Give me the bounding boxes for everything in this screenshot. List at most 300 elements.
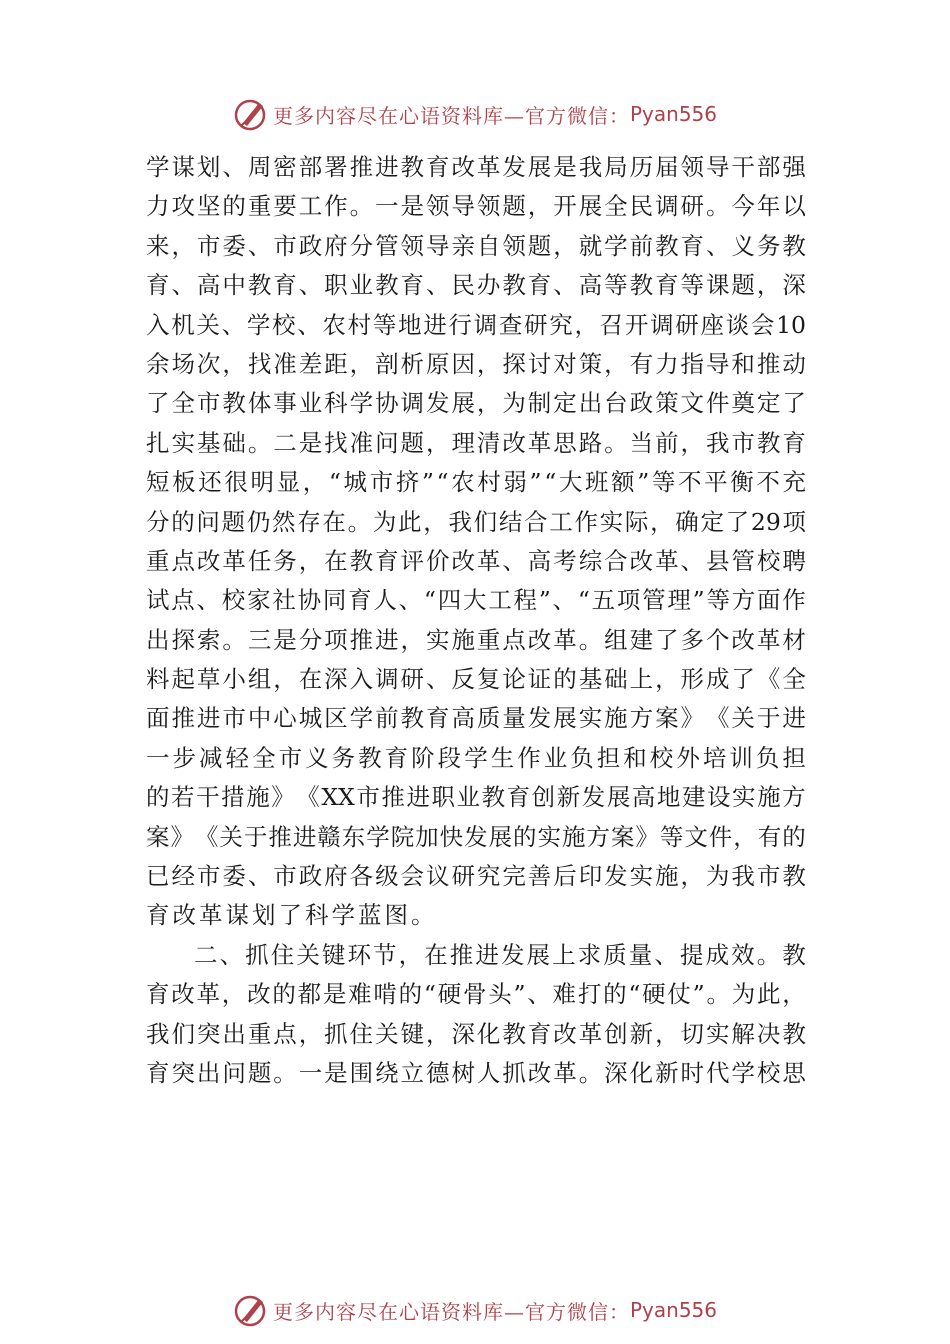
text-glyph: 发 [604,862,628,891]
text-glyph: 育 [400,271,425,300]
text-glyph: 明 [250,468,274,497]
text-glyph: 板 [172,468,196,497]
text-line [146,384,806,423]
text-glyph: 关 [219,822,243,851]
text-glyph: 进 [375,153,399,181]
text-glyph: 29 [750,507,781,536]
text-glyph: 革 [527,428,552,457]
text-glyph: XX [321,783,355,812]
text-glyph: 务 [331,743,356,772]
text-line [146,975,806,1014]
text-glyph: ， [349,349,374,378]
text-glyph: 量 [628,940,653,969]
text-glyph: ， [655,1019,679,1048]
text-glyph: 、 [219,940,244,969]
text-glyph: “ [544,468,557,497]
text-glyph: 二 [273,428,297,457]
text-glyph: 关 [296,940,320,969]
text-glyph: 育 [506,783,531,812]
text-glyph: 学 [246,310,271,339]
text-glyph: 关 [731,704,755,733]
text-glyph: 为 [502,389,526,418]
text-glyph: 教 [782,862,806,891]
text-glyph: 亲 [451,231,475,260]
text-glyph: 教 [502,1019,526,1048]
text-glyph: 突 [171,1058,195,1087]
text-glyph: 义 [305,743,329,772]
text-glyph: 德 [425,1058,450,1087]
text-glyph: 仗 [667,980,691,1009]
text-glyph: 题 [527,231,552,260]
text-glyph: 准 [349,428,374,457]
text-glyph: 推 [381,783,405,812]
text-glyph: 。 [578,1058,603,1087]
text-glyph: 经 [171,862,195,891]
text-glyph: 二 [194,940,218,969]
text-glyph: 育 [146,271,170,300]
text-glyph: 方 [629,704,654,733]
text-glyph: 、 [298,271,323,300]
text-glyph: 改 [502,428,526,457]
text-glyph: 。 [604,428,628,457]
text-glyph: 问 [196,507,220,536]
text-glyph: 。 [705,192,730,221]
text-glyph: 业 [456,783,481,812]
text-glyph: 育 [273,271,297,300]
text-glyph: 还 [198,468,222,497]
text-glyph: ， [398,940,423,969]
text-glyph: 等 [604,271,628,300]
text-glyph: 城 [343,468,368,497]
text-glyph: 革 [756,625,781,654]
text-glyph: 市 [369,468,394,497]
text-glyph: 展 [488,822,513,851]
text-glyph: 力 [146,192,170,221]
text-glyph: 究 [476,862,501,891]
text-line [146,581,806,620]
text-glyph: 导 [705,349,730,378]
text-glyph: 键 [321,940,346,969]
text-glyph: 进 [782,704,806,733]
text-glyph: 署 [324,153,348,181]
text-glyph: 方 [782,783,806,812]
text-line [146,778,806,817]
text-glyph: 育 [425,153,450,181]
text-glyph: 文 [684,822,708,851]
text-glyph: 自 [476,231,501,260]
text-glyph: 草 [196,665,221,694]
text-glyph: 务 [756,231,781,260]
text-glyph: 、 [171,271,195,300]
text-glyph: 《 [194,822,219,851]
text-glyph: 化 [476,1019,501,1048]
text-glyph: 教 [247,271,272,300]
text-glyph: 育 [655,271,679,300]
text-glyph: 实 [629,862,654,891]
text-glyph: 完 [502,862,526,891]
text-glyph: 节 [373,940,397,969]
text-glyph: 高 [527,546,552,575]
text-glyph: 发 [425,389,450,418]
text-glyph: 难 [552,980,577,1009]
text-glyph: 前 [375,704,399,733]
text-glyph: 究 [549,310,573,339]
text-glyph: 教 [375,271,399,300]
text-glyph: 调 [650,310,674,339]
text-glyph: 深 [604,1058,628,1087]
text-glyph: 方 [731,586,756,615]
text-glyph: 显 [276,468,301,497]
text-glyph: 、 [222,153,246,181]
text-glyph: 改 [553,1019,577,1048]
text-glyph: 教 [782,940,806,969]
text-glyph: 件 [705,389,730,418]
text-glyph: 形 [680,665,705,694]
text-glyph: 座 [700,310,724,339]
text-glyph: 强 [782,153,806,181]
text-line [146,503,806,542]
text-glyph: 新 [629,1019,654,1048]
text-glyph: 调 [400,389,425,418]
text-glyph: 。 [222,625,246,654]
text-glyph: 入 [349,665,374,694]
text-glyph: 职 [431,783,455,812]
text-glyph: 发 [527,704,552,733]
text-glyph: 高 [631,783,656,812]
text-glyph: 轻 [225,743,250,772]
text-glyph: ， [298,1019,323,1048]
text-glyph: 施 [757,783,781,812]
text-glyph: 切 [680,1019,705,1048]
text-glyph: 重 [247,192,272,221]
text-glyph: 人 [476,1058,501,1087]
text-line [146,148,806,187]
text-glyph: ” [421,468,434,497]
text-glyph: 、 [398,586,423,615]
text-glyph: 分 [298,625,323,654]
text-glyph: 等 [659,822,684,851]
text-glyph: 点 [171,546,195,575]
text-glyph: 入 [146,310,170,339]
text-line [146,1054,806,1093]
text-glyph: 不 [677,468,702,497]
text-glyph: 定 [756,389,781,418]
text-glyph: 差 [298,349,323,378]
pen-logo-icon [233,96,269,132]
text-glyph: 量 [502,704,526,733]
text-glyph: 改 [451,153,475,181]
text-glyph: 的 [171,507,195,536]
text-glyph: ” [538,586,551,615]
text-glyph: 工 [549,507,573,536]
text-glyph: 是 [322,980,347,1009]
text-glyph: 啃 [373,980,397,1009]
text-glyph: 问 [222,1058,246,1087]
text-glyph: 础 [222,428,246,457]
text-glyph: 、 [527,980,551,1009]
text-glyph: 调 [655,192,679,221]
text-glyph: 找 [247,349,272,378]
text-glyph: 管 [642,586,666,615]
text-glyph: 学 [349,389,374,418]
text-line [146,857,806,896]
text-glyph: 硬 [642,980,666,1009]
text-glyph: ， [604,349,628,378]
text-glyph: 决 [756,1019,781,1048]
text-glyph: 策 [655,389,679,418]
text-glyph: 》 [170,822,194,851]
text-glyph: 改 [629,546,654,575]
pen-logo-icon [233,1292,269,1328]
text-glyph: 教 [400,704,425,733]
text-glyph: 关 [196,310,220,339]
text-glyph: 硬 [437,980,462,1009]
text-glyph: 不 [756,468,780,497]
text-glyph: 次 [196,349,221,378]
text-glyph: 是 [298,428,323,457]
text-line [146,266,806,305]
text-glyph: 改 [196,546,221,575]
text-glyph: 施 [655,862,679,891]
text-glyph: 组 [247,665,272,694]
text-glyph: 密 [273,153,297,181]
text-glyph: ， [553,231,577,260]
text-glyph: 村 [477,468,501,497]
paragraph-end-line: 育改革谋划了科学蓝图。 [146,901,438,930]
text-glyph: 教 [502,271,526,300]
text-glyph: 民 [629,192,654,221]
text-glyph: 民 [451,271,475,300]
text-glyph: 加 [415,822,439,851]
text-glyph: 工 [488,586,512,615]
text-glyph: 出 [146,625,170,654]
text-glyph: ， [574,310,598,339]
text-line [146,621,806,660]
text-glyph: 于 [243,822,268,851]
text-glyph: 制 [527,389,552,418]
text-glyph: 。 [756,940,781,969]
text-glyph: 是 [324,1058,348,1087]
text-glyph: 题 [247,1058,272,1087]
text-glyph: 《 [756,665,781,694]
text-glyph: 发 [464,822,488,851]
text-glyph: 展 [451,389,475,418]
text-glyph: 后 [553,862,577,891]
text-glyph: 作 [574,507,598,536]
text-glyph: 立 [400,1058,425,1087]
text-glyph: 深 [324,665,348,694]
text-glyph: 绕 [375,1058,399,1087]
text-glyph: 校 [756,546,781,575]
text-glyph: 全 [782,665,806,694]
text-glyph: 生 [490,743,515,772]
text-glyph: 领 [680,153,705,181]
text-glyph: 东 [341,822,366,851]
text-line [146,699,806,738]
text-glyph: 推 [171,704,195,733]
text-glyph: 抓 [324,1019,348,1048]
text-glyph: 路 [578,428,603,457]
text-glyph: 措 [221,783,245,812]
text-glyph: 阶 [411,743,435,772]
text-glyph: 进 [196,704,221,733]
text-glyph: 推 [349,625,374,654]
text-glyph: 工 [298,192,323,221]
section-heading-line [146,936,806,975]
text-glyph: 的 [513,822,537,851]
text-glyph: 革 [476,546,501,575]
text-glyph: 抓 [245,940,269,969]
text-glyph: 定 [700,507,724,536]
header-watermark-banner [0,94,950,134]
text-glyph: 重 [476,625,501,654]
text-glyph: 的 [603,980,627,1009]
text-glyph: 理 [667,586,691,615]
text-glyph: 点 [273,1019,297,1048]
text-glyph: 们 [171,1019,195,1048]
text-glyph: 了 [782,389,806,418]
text-glyph: 管 [731,546,755,575]
text-glyph: 我 [731,862,755,891]
text-glyph: 料 [146,665,170,694]
text-glyph: 分 [146,507,170,536]
text-glyph: 高 [451,704,475,733]
text-line [146,818,806,857]
text-glyph: 作 [324,192,348,221]
text-glyph: 当 [629,428,654,457]
text-glyph: 项 [324,625,348,654]
banner-wechat-id: Pyan556 [629,102,717,126]
text-glyph: 化 [629,1058,654,1087]
text-glyph: 个 [705,625,730,654]
text-glyph: ， [476,389,501,418]
text-glyph: 训 [729,743,753,772]
text-glyph: 我 [705,428,730,457]
text-glyph: 教 [782,1019,806,1048]
text-glyph: 头 [488,980,512,1009]
text-glyph: 定 [553,389,577,418]
text-glyph: 很 [224,468,248,497]
text-glyph: 改 [527,625,552,654]
text-glyph: 、 [425,665,450,694]
text-glyph: 质 [476,704,501,733]
text-glyph: 住 [349,1019,374,1048]
text-glyph: 创 [604,1019,628,1048]
text-glyph: ， [425,428,450,457]
text-glyph: 高 [196,271,221,300]
text-glyph: 市 [196,389,221,418]
text-glyph: 育 [375,546,399,575]
text-glyph: 职 [324,271,348,300]
text-glyph: ， [476,349,501,378]
text-glyph: 市 [756,862,781,891]
text-glyph: 关 [375,1019,399,1048]
text-glyph: 推 [349,153,374,181]
text-glyph: 级 [375,862,399,891]
text-glyph: 研 [680,192,705,221]
text-glyph: 实 [171,428,195,457]
text-glyph: 材 [782,625,806,654]
text-glyph: 教 [756,428,781,457]
text-glyph: 段 [437,743,462,772]
text-line [146,542,806,581]
text-glyph: 学 [604,231,628,260]
text-glyph: 的 [146,783,170,812]
text-glyph: 革 [222,546,246,575]
text-glyph: 快 [439,822,464,851]
text-glyph: 在 [322,507,346,536]
text-glyph: 教 [655,231,679,260]
text-glyph: 挤 [395,468,420,497]
text-glyph: 改 [451,546,475,575]
text-glyph: 作 [517,743,541,772]
text-glyph: 改 [731,625,755,654]
text-glyph: 领 [425,192,450,221]
text-glyph: 对 [553,349,577,378]
text-glyph: 管 [375,231,399,260]
text-glyph: 行 [448,310,472,339]
text-glyph: 校 [221,586,246,615]
text-glyph: 平 [704,468,728,497]
text-glyph: ” [692,980,705,1009]
text-glyph: 提 [679,940,704,969]
text-glyph: 教 [400,153,425,181]
banner-text: 更多内容尽在心语资料库—官方微信： [272,1299,630,1324]
text-glyph: 等 [372,310,397,339]
text-glyph: 改 [247,980,271,1009]
text-glyph: 打 [577,980,602,1009]
text-glyph: 届 [655,153,679,181]
text-glyph: 全 [252,743,276,772]
text-glyph: 成 [705,665,730,694]
text-glyph: 重 [146,546,170,575]
text-glyph: 市 [222,704,246,733]
text-glyph: 中 [222,271,246,300]
text-glyph: 育 [680,231,705,260]
text-glyph: 展 [553,704,577,733]
text-glyph: 领 [502,231,526,260]
text-glyph: 等 [651,468,676,497]
text-glyph: 等 [680,271,705,300]
text-glyph: ， [527,192,552,221]
text-glyph: 问 [375,428,399,457]
text-glyph: 担 [596,743,621,772]
text-glyph: 》 [680,704,705,733]
text-glyph: 农 [451,468,475,497]
text-glyph: 府 [324,231,348,260]
text-line [146,739,806,778]
text-glyph: 为 [731,980,756,1009]
text-glyph: 革 [553,625,577,654]
text-glyph: 思 [782,1058,806,1087]
text-glyph: 革 [655,546,679,575]
text-glyph: 要 [273,192,297,221]
text-glyph: 改 [527,1058,552,1087]
text-glyph: ” [692,586,705,615]
text-glyph: “ [577,586,590,615]
text-glyph: 点 [171,586,195,615]
text-glyph: 剖 [375,349,399,378]
text-glyph: 市 [356,783,380,812]
text-glyph: 导 [705,153,730,181]
text-glyph: 育 [527,1019,552,1048]
banner-text: 更多内容尽在心语资料库—官方微信： [272,103,630,128]
text-glyph: 和 [731,349,755,378]
text-glyph: 合 [604,546,628,575]
text-glyph: 是 [553,153,577,181]
text-glyph: 和 [623,743,647,772]
text-glyph: 教 [629,271,654,300]
